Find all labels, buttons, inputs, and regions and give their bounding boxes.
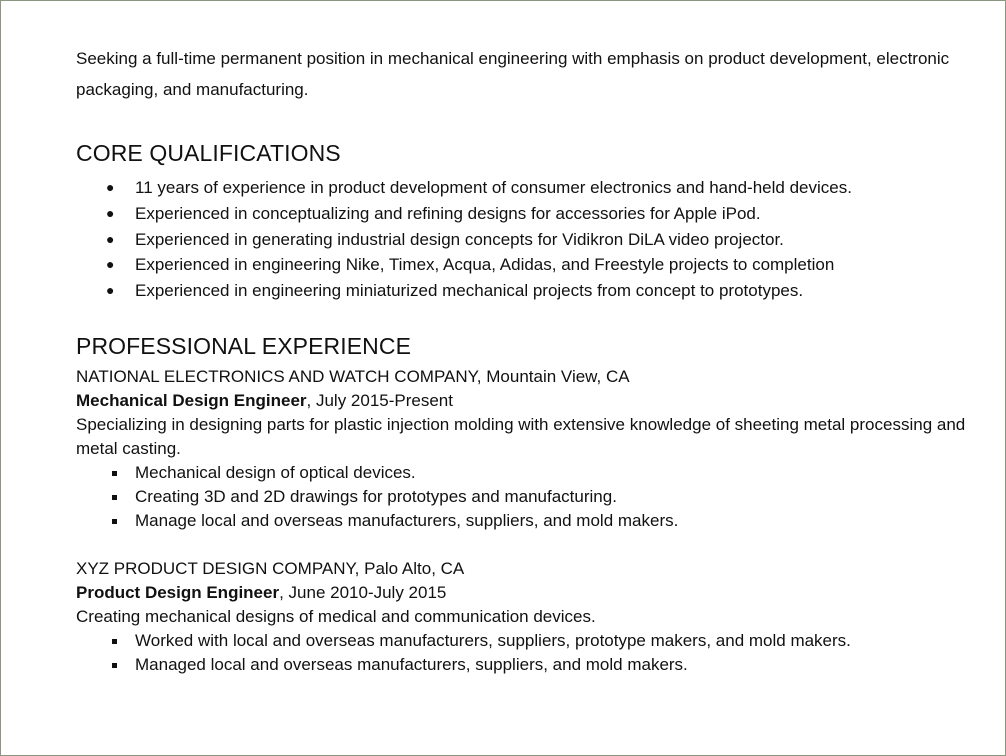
qualification-text: 11 years of experience in product development of consumer electronics and hand-held devices. <box>135 178 852 197</box>
company-line: NATIONAL ELECTRONICS AND WATCH COMPANY, Mountain View, CA <box>76 366 630 386</box>
qualification-item <box>76 252 976 278</box>
bullet-icon: ● <box>106 256 115 273</box>
bullet-icon: ● <box>106 204 115 221</box>
job-title: Product Design Engineer <box>76 582 280 602</box>
duty-text: Mechanical design of optical devices. <box>135 462 416 482</box>
square-bullet-icon <box>112 519 117 524</box>
qualification-item <box>76 201 976 227</box>
resume-content <box>76 43 976 677</box>
bullet-icon: ● <box>106 282 115 299</box>
duties-list <box>76 629 976 677</box>
job-dates: , July 2015-Present <box>306 390 453 410</box>
duty-text: Manage local and overseas manufacturers, suppliers, and mold makers. <box>135 510 679 530</box>
bullet-icon: ● <box>106 230 115 247</box>
duty-item <box>76 629 976 653</box>
job-title: Mechanical Design Engineer <box>76 390 307 410</box>
professional-experience-heading: PROFESSIONAL EXPERIENCE <box>76 332 412 359</box>
qualification-item <box>76 175 976 201</box>
duty-text: Creating 3D and 2D drawings for prototypes and manufacturing. <box>135 486 617 506</box>
qualification-text: Experienced in engineering miniaturized mechanical projects from concept to prototypes. <box>135 281 804 301</box>
qualification-text: Experienced in conceptualizing and refining designs for accessories for Apple iPod. <box>135 203 761 223</box>
square-bullet-icon <box>112 639 117 644</box>
square-bullet-icon <box>112 471 117 476</box>
qualification-text: Experienced in generating industrial design concepts for Vidikron DiLA video projector. <box>135 229 784 249</box>
square-bullet-icon <box>112 663 117 668</box>
duty-item <box>76 653 976 677</box>
duty-text: Worked with local and overseas manufacturers, suppliers, prototype makers, and mold makers. <box>135 630 851 650</box>
qualification-item <box>76 278 976 304</box>
company-line: XYZ PRODUCT DESIGN COMPANY, Palo Alto, CA <box>76 558 465 578</box>
job-entry <box>76 557 976 677</box>
duties-list <box>76 461 976 533</box>
duty-item <box>76 461 976 485</box>
job-description: Creating mechanical designs of medical and communication devices. <box>76 606 596 626</box>
duty-text: Managed local and overseas manufacturers, suppliers, and mold makers. <box>135 654 688 674</box>
job-dates: , June 2010-July 2015 <box>279 582 447 602</box>
core-qualifications-heading: CORE QUALIFICATIONS <box>76 140 341 166</box>
job-entry <box>76 365 976 533</box>
square-bullet-icon <box>112 495 117 500</box>
role-line <box>76 389 976 413</box>
qualification-text: Experienced in engineering Nike, Timex, Acqua, Adidas, and Freestyle projects to completion <box>135 255 835 275</box>
qualification-item <box>76 227 976 253</box>
duty-item <box>76 485 976 509</box>
job-description: Specializing in designing parts for plastic injection molding with extensive knowledge of sheeting metal processing and metal casting. <box>76 414 966 458</box>
qualifications-list <box>76 175 976 304</box>
bullet-icon: ● <box>106 179 115 195</box>
duty-item <box>76 509 976 533</box>
objective-statement: Seeking a full-time permanent position in mechanical engineering with emphasis on product development, electronic packaging, and manufacturing. <box>76 49 950 99</box>
role-line <box>76 581 976 605</box>
